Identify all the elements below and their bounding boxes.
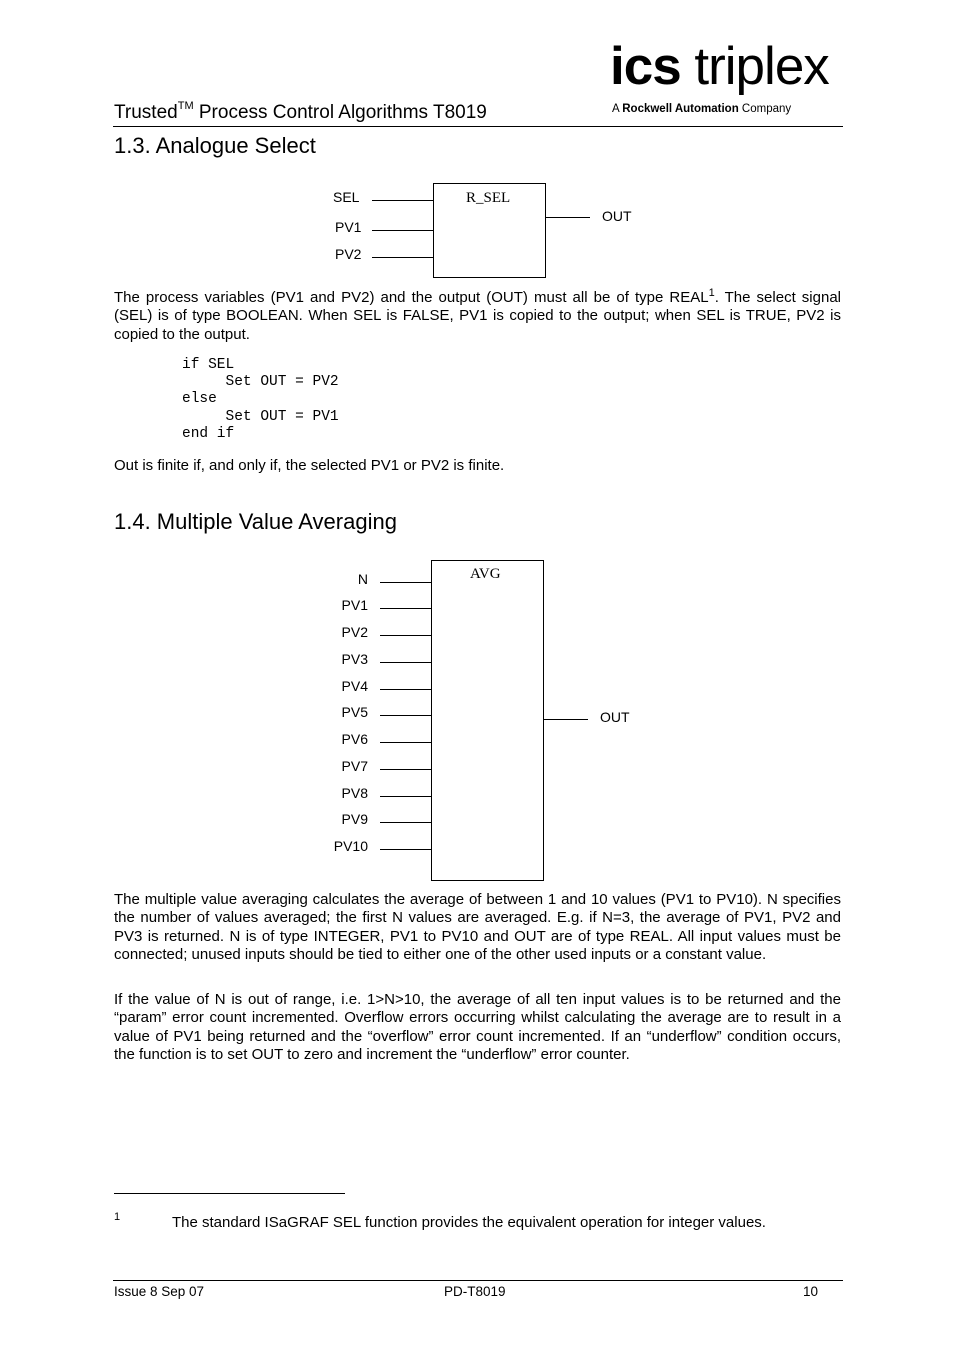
footer-rule [113, 1280, 843, 1281]
avg-input-label-pv10: PV10 [333, 838, 368, 854]
avg-input-wire-pv4 [380, 689, 431, 690]
rsel-block-title: R_SEL [466, 190, 511, 206]
avg-input-wire-pv3 [380, 662, 431, 663]
avg-input-label-n: N [357, 571, 368, 587]
avg-input-wire-pv6 [380, 742, 431, 743]
avg-input-label-pv1: PV1 [341, 597, 368, 613]
avg-input-wire-pv2 [380, 635, 431, 636]
avg-function-block [431, 560, 544, 881]
rsel-input-label-pv1: PV1 [335, 219, 362, 235]
section-heading-analogue-select: 1.3. Analogue Select [114, 133, 316, 158]
logo-bold-text: ics [610, 37, 681, 96]
logo-light-text: triplex [680, 37, 829, 96]
logo-tagline-c: Company [738, 103, 792, 115]
avg-input-label-pv7: PV7 [341, 758, 368, 774]
avg-input-label-pv3: PV3 [341, 651, 368, 667]
avg-input-wire-pv8 [380, 796, 431, 797]
rsel-input-wire-pv1 [372, 230, 433, 231]
rsel-input-label-pv2: PV2 [335, 246, 362, 262]
avg-input-wire-pv10 [380, 849, 431, 850]
description-part-a: The process variables (PV1 and PV2) and the output (OUT) must all be of type REAL [114, 289, 709, 306]
finite-output-note: Out is finite if, and only if, the selected PV1 or PV2 is finite. [114, 457, 505, 474]
title-prefix: Trusted [114, 102, 178, 123]
section-heading-multiple-value-averaging: 1.4. Multiple Value Averaging [114, 509, 397, 534]
company-logo [610, 37, 829, 96]
header-rule [113, 126, 843, 127]
logo-tagline-b: Rockwell Automation [622, 103, 739, 115]
rsel-output-wire [546, 217, 590, 218]
rsel-output-label: OUT [602, 208, 632, 224]
analogue-select-description [114, 289, 841, 344]
averaging-error-handling: If the value of N is out of range, i.e. 1>N>10, the average of all ten input values is to be returned and the “param” error count incremented. Overflow errors occurring whilst calculating the average are to result in a value of PV1 being returned and the “overflow” error count incremented. If an “underflow” condition occurs, the function is to set OUT to zero and increment the “underflow” error counter. [114, 991, 841, 1064]
avg-input-wire-n [380, 582, 431, 583]
description-part-b: . The select signal (SEL) is of type BOOLEAN. When SEL is FALSE, PV1 is copied to the output; when SEL is TRUE, PV2 is copied to the output. [114, 289, 841, 343]
logo-tagline [612, 103, 791, 115]
document-title [114, 100, 487, 124]
logo-tagline-a: A [612, 103, 623, 115]
footer-issue: Issue 8 Sep 07 [114, 1284, 205, 1299]
footnote-reference: 1 [708, 287, 715, 299]
avg-input-label-pv5: PV5 [341, 704, 368, 720]
avg-input-label-pv9: PV9 [341, 811, 368, 827]
footnote-text: The standard ISaGRAF SEL function provides the equivalent operation for integer values. [172, 1214, 766, 1231]
title-rest: Process Control Algorithms T8019 [193, 102, 487, 123]
rsel-input-label-sel: SEL [333, 189, 360, 205]
avg-input-label-pv6: PV6 [341, 731, 368, 747]
trademark-sup: TM [177, 100, 194, 112]
avg-block-title: AVG [470, 566, 501, 582]
footer-page-number: 10 [803, 1284, 819, 1299]
rsel-input-wire-sel [372, 200, 433, 201]
avg-output-wire [544, 719, 588, 720]
avg-output-label: OUT [600, 709, 630, 725]
footer-doc-id: PD-T8019 [444, 1284, 506, 1299]
rsel-input-wire-pv2 [372, 257, 433, 258]
avg-input-wire-pv9 [380, 822, 431, 823]
avg-input-label-pv2: PV2 [341, 624, 368, 640]
footnote-rule [114, 1193, 345, 1194]
avg-input-wire-pv5 [380, 715, 431, 716]
avg-input-label-pv4: PV4 [341, 678, 368, 694]
pseudo-code-block: if SEL Set OUT = PV2 else Set OUT = PV1 end if [182, 357, 339, 442]
avg-input-wire-pv1 [380, 608, 431, 609]
avg-input-wire-pv7 [380, 769, 431, 770]
avg-input-label-pv8: PV8 [341, 785, 368, 801]
averaging-description: The multiple value averaging calculates the average of between 1 and 10 values (PV1 to PV10). N specifies the number of values averaged; the first N values are averaged. E.g. if N=3, the average of PV1, PV2 and PV3 is returned. N is of type INTEGER, PV1 to PV10 and OUT are of type REAL. All input values must be connected; unused inputs should be tied to either one of the other used inputs or a constant value. [114, 891, 841, 964]
footnote-number: 1 [114, 1211, 121, 1223]
